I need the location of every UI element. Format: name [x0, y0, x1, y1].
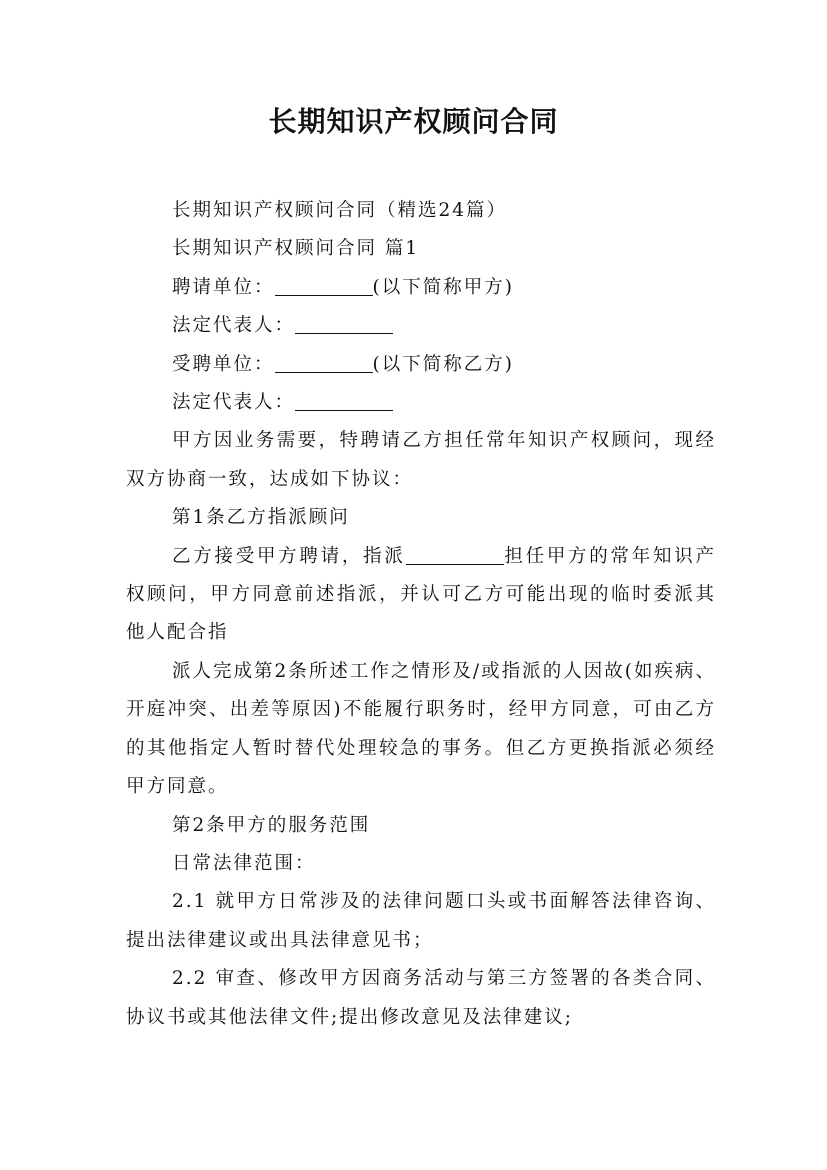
item-2-1: 2.1 就甲方日常涉及的法律问题口头或书面解答法律咨询、提出法律建议或出具法律意见书；	[126, 891, 716, 951]
document-title: 长期知识产权顾问合同	[268, 105, 559, 138]
article1-paragraph1	[126, 538, 716, 653]
subtitle-line: 长期知识产权顾问合同（精选24篇）	[172, 200, 508, 221]
section-heading: 长期知识产权顾问合同 篇1	[172, 238, 420, 260]
rep2-blank	[295, 388, 393, 411]
article2-title: 第2条甲方的服务范围	[172, 814, 371, 836]
document-body	[126, 192, 716, 1037]
employee-line	[126, 346, 716, 384]
item-2-2: 2.2 审查、修改甲方因商务活动与第三方签署的各类合同、协议书或其他法律文件;提出修改意见及法律建议;	[126, 968, 716, 1028]
employee-blank	[275, 350, 373, 373]
employee-label: 受聘单位：	[172, 353, 275, 375]
employer-blank	[275, 273, 373, 296]
employer-label: 聘请单位：	[172, 276, 275, 298]
article1-text-a: 乙方接受甲方聘请，指派	[172, 545, 406, 567]
rep2-line	[126, 384, 716, 422]
intro-paragraph: 甲方因业务需要，特聘请乙方担任常年知识产权顾问，现经双方协商一致，达成如下协议：	[126, 430, 716, 490]
employer-line	[126, 269, 716, 307]
article1-title: 第1条乙方指派顾问	[172, 507, 350, 529]
rep1-blank	[295, 311, 393, 334]
employee-suffix: (以下简称乙方)	[372, 353, 514, 375]
article1-text-b: 担任甲方的常年知识产权顾问，甲方同意前述指派，并认可乙方可能出现的临时委派其他人配合指	[126, 545, 716, 644]
employer-suffix: (以下简称甲方)	[372, 276, 514, 298]
rep1-label: 法定代表人：	[172, 315, 296, 337]
rep1-line	[126, 307, 716, 345]
rep2-label: 法定代表人：	[172, 392, 296, 414]
article1-paragraph2: 派人完成第2条所述工作之情形及/或指派的人因故(如疾病、开庭冲突、出差等原因)不能履行职务时，经甲方同意，可由乙方的其他指定人暂时替代处理较急的事务。但乙方更换指派必须经甲方同意。	[126, 660, 716, 798]
daily-scope-heading: 日常法律范围：	[172, 852, 316, 874]
article1-blank	[406, 542, 504, 565]
